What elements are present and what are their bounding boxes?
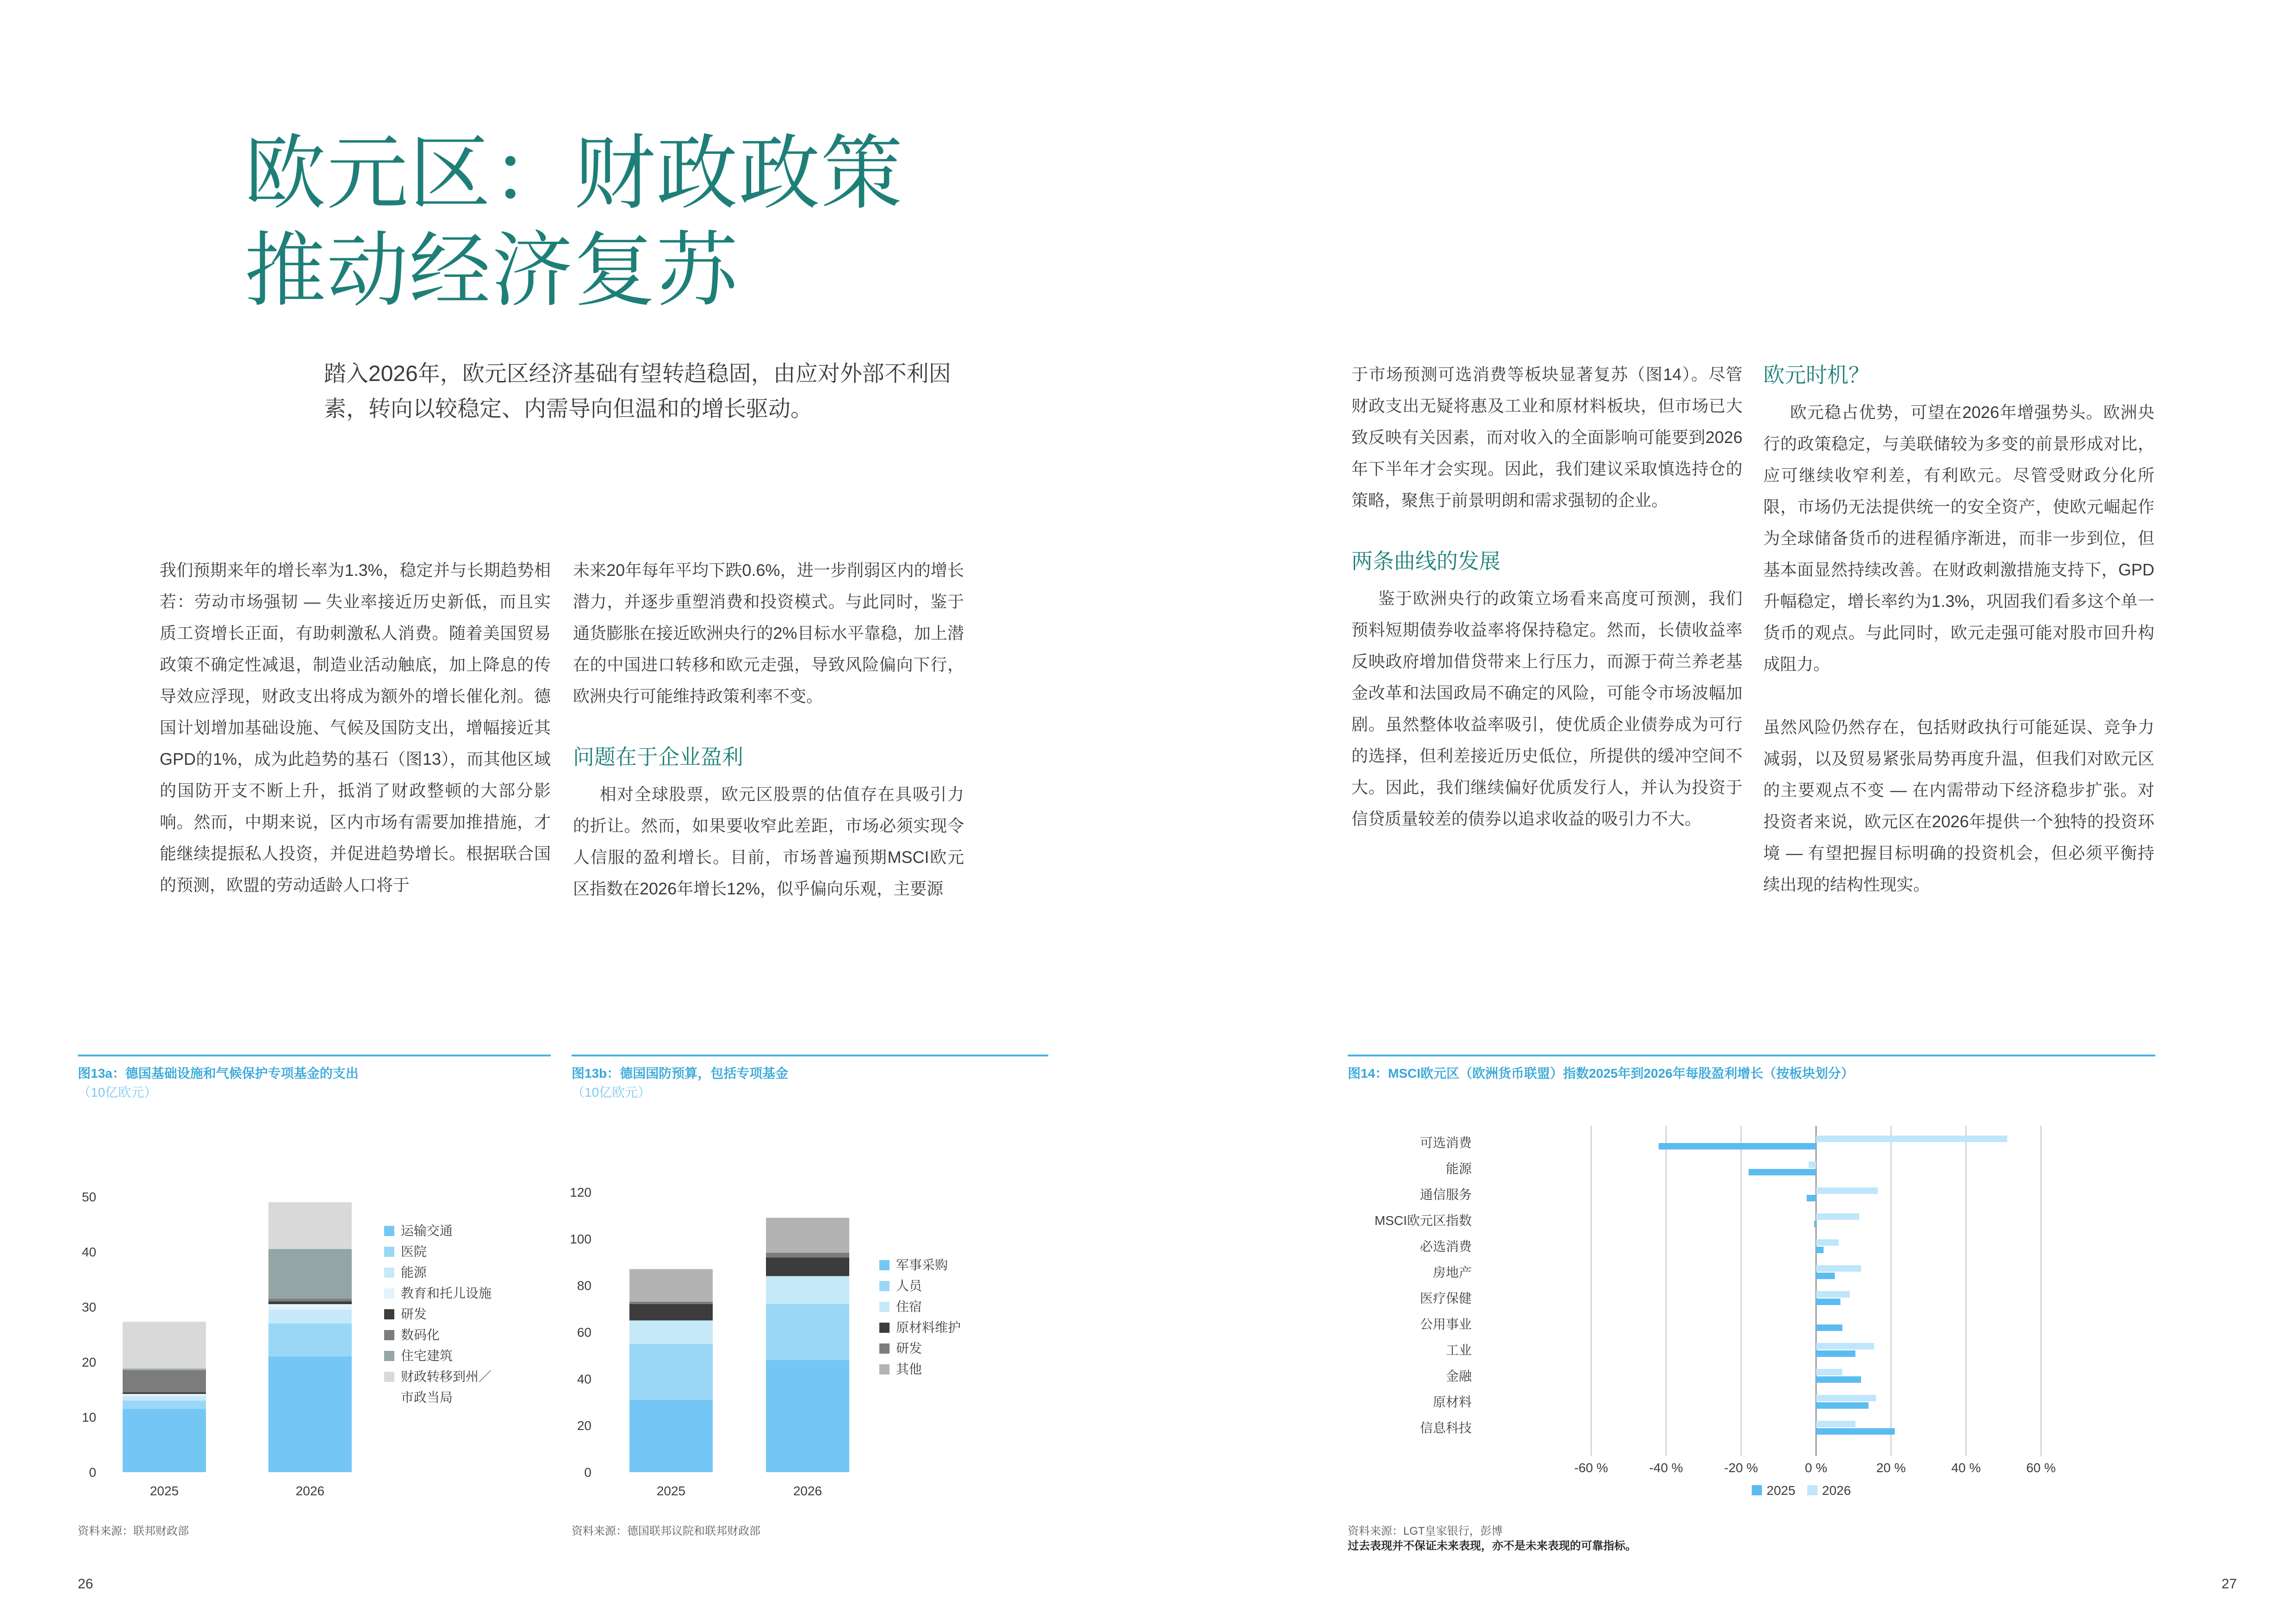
page-number-right: 27 xyxy=(2221,1576,2237,1592)
legend-swatch xyxy=(879,1323,890,1333)
category-label: 可选消费 xyxy=(1419,1136,1472,1150)
legend-label: 数码化 xyxy=(401,1328,440,1342)
legend-swatch xyxy=(879,1281,890,1291)
fig13a-chart xyxy=(60,1167,523,1518)
legend-label: 研发 xyxy=(401,1307,427,1321)
legend-swatch xyxy=(1807,1485,1817,1495)
fig14-title: 图14：MSCI欧元区（欧洲货币联盟）指数2025年到2026年每股盈利增长（按板块划分） xyxy=(1348,1066,1854,1081)
y-tick-label: 60 xyxy=(577,1325,591,1340)
col3-paragraph-2: 鉴于欧洲央行的政策立场看来高度可预测，我们预料短期债券收益率将保持稳定。然而，长债收益率反映政府增加借贷带来上行压力，而源于荷兰养老基金改革和法国政局不确定的风险，可能令市场波幅加剧。虽然整体收益率吸引，使优质企业债券成为可行的选择，但利差接近历史低位，所提供的缓冲空间不大。因此，我们继续偏好优质发行人，并认为投资于信贷质量较差的债券以追求收益的吸引力不大。 xyxy=(1351,589,1742,828)
legend-swatch xyxy=(384,1330,394,1340)
x-tick-label: 2026 xyxy=(295,1484,325,1498)
fig13b-source: 资料来源：德国联邦议院和联邦财政部 xyxy=(572,1525,760,1537)
bar-segment xyxy=(268,1301,352,1304)
bar-segment xyxy=(123,1368,206,1370)
legend-swatch xyxy=(384,1226,394,1236)
bar-segment xyxy=(766,1360,849,1472)
category-label: 必选消费 xyxy=(1419,1239,1472,1254)
fig14-source: 资料来源：LGT皇家银行，彭博 xyxy=(1348,1525,1503,1537)
col4-paragraph-1: 欧元稳占优势，可望在2026年增强势头。欧洲央行的政策稳定，与美联储较为多变的前景形成对比，应可继续收窄利差，有利欧元。尽管受财政分化所限，市场仍无法提供统一的安全资产，使欧元崛起作为全球储备货币的进程循序渐进，而非一步到位，但基本面显然持续改善。在财政刺激措施支持下，GPD升幅稳定，增长率约为1.3%，巩固我们看多这个单一货币的观点。与此同时，欧元走强可能对股市回升构成阻力。 xyxy=(1763,403,2154,674)
bar-segment xyxy=(766,1253,849,1257)
bar-segment xyxy=(268,1304,352,1310)
legend-swatch xyxy=(384,1268,394,1278)
bar-2026 xyxy=(1816,1239,1839,1246)
y-tick-label: 30 xyxy=(81,1300,96,1314)
x-tick-label: -60 % xyxy=(1574,1461,1608,1475)
bar-2026 xyxy=(1816,1213,1859,1220)
bar-2025 xyxy=(1816,1350,1855,1357)
x-tick-label: 2026 xyxy=(793,1484,822,1498)
x-tick-label: 2025 xyxy=(149,1484,179,1498)
bar-2026 xyxy=(1816,1291,1850,1298)
fig13b-rule xyxy=(572,1055,1048,1056)
y-tick-label: 40 xyxy=(577,1372,591,1387)
page-title xyxy=(244,125,903,319)
bar-segment xyxy=(268,1299,352,1301)
y-tick-label: 100 xyxy=(570,1231,591,1246)
legend-label: 运输交通 xyxy=(401,1224,453,1238)
col2-paragraph-2: 相对全球股票，欧元区股票的估值存在具吸引力的折让。然而，如果要收窄此差距，市场必须实现令人信服的盈利增长。目前，市场普遍预期MSCI欧元区指数在2026年增长12%，似乎偏向乐观，主要源 xyxy=(573,785,964,898)
bar-segment xyxy=(629,1320,713,1343)
bar-segment xyxy=(268,1324,352,1356)
legend-swatch xyxy=(384,1288,394,1299)
bar-segment xyxy=(766,1218,849,1253)
fig14-rule xyxy=(1348,1055,2155,1056)
fig14-header xyxy=(1348,1064,1854,1083)
bar-segment xyxy=(123,1400,206,1409)
bar-segment xyxy=(123,1396,206,1401)
fig13a-unit: （10亿欧元） xyxy=(78,1085,157,1099)
text-column-4 xyxy=(1763,359,2154,900)
category-label: MSCI欧元区指数 xyxy=(1374,1213,1472,1228)
fig13a-rule xyxy=(78,1055,551,1056)
x-tick-label: 2025 xyxy=(656,1484,686,1498)
col2-paragraph-1: 未来20年每年平均下跌0.6%，进一步削弱区内的增长潜力，并逐步重塑消费和投资模式。与此同时，鉴于通货膨胀在接近欧洲央行的2%目标水平靠稳，加上潜在的中国进口转移和欧元走强，导致风险偏向下行，欧洲央行可能维持政策利率不变。 xyxy=(573,561,964,706)
bar-2026 xyxy=(1816,1369,1842,1375)
legend-swatch xyxy=(1752,1485,1762,1495)
y-tick-label: 10 xyxy=(81,1410,96,1424)
bar-2025 xyxy=(1748,1169,1816,1175)
legend-label: 医院 xyxy=(401,1244,427,1259)
bar-2026 xyxy=(1816,1395,1876,1401)
legend-swatch xyxy=(384,1309,394,1319)
bar-segment xyxy=(268,1356,352,1472)
bar-2025 xyxy=(1816,1402,1868,1409)
bar-segment xyxy=(268,1310,352,1324)
bar-2025 xyxy=(1816,1299,1841,1305)
category-label: 医疗保健 xyxy=(1419,1291,1472,1305)
bar-2025 xyxy=(1816,1324,1842,1331)
category-label: 房地产 xyxy=(1432,1265,1472,1280)
page-number-left: 26 xyxy=(78,1576,93,1592)
category-label: 信息科技 xyxy=(1419,1421,1472,1435)
bar-segment xyxy=(629,1400,713,1472)
bar-2026 xyxy=(1809,1162,1816,1168)
category-label: 工业 xyxy=(1445,1343,1472,1357)
bar-2025 xyxy=(1816,1376,1861,1383)
bar-segment xyxy=(123,1394,206,1396)
bar-2025 xyxy=(1659,1143,1816,1149)
bar-2025 xyxy=(1816,1273,1835,1279)
fig13a-source: 资料来源：联邦财政部 xyxy=(78,1525,189,1537)
col4-paragraph-2: 虽然风险仍然存在，包括财政执行可能延误、竞争力减弱，以及贸易紧张局势再度升温，但我们对欧元区的主要观点不变 — 在内需带动下经济稳步扩张。对投资者来说，欧元区在2026年提供一个独特的投资环境 — 有望把握目标明确的投资机会，但必须平衡持续出现的结构性现实。 xyxy=(1763,718,2154,894)
bar-2025 xyxy=(1816,1247,1823,1253)
fig13b-unit: （10亿欧元） xyxy=(572,1085,651,1099)
bar-segment xyxy=(123,1409,206,1472)
category-label: 公用事业 xyxy=(1419,1317,1472,1331)
text-column-2 xyxy=(573,555,964,905)
bar-segment xyxy=(766,1276,849,1305)
y-tick-label: 50 xyxy=(81,1190,96,1204)
legend-label: 军事采购 xyxy=(896,1258,948,1272)
legend-swatch xyxy=(384,1351,394,1361)
legend-label: 能源 xyxy=(401,1265,427,1280)
x-tick-label: -20 % xyxy=(1724,1461,1758,1475)
fig13b-title: 图13b：德国国防预算，包括专项基金 xyxy=(572,1066,789,1081)
bar-2026 xyxy=(1816,1265,1861,1272)
legend-label: 2026 xyxy=(1822,1483,1851,1498)
fig14-disclaimer: 过去表现并不保证未来表现，亦不是未来表现的可靠指标。 xyxy=(1348,1540,1636,1552)
legend-swatch xyxy=(384,1247,394,1257)
bar-2026 xyxy=(1816,1421,1855,1427)
category-label: 能源 xyxy=(1445,1162,1472,1176)
lead-paragraph: 踏入2026年，欧元区经济基础有望转趋稳固，由应对外部不利因素，转向以较稳定、内需导向但温和的增长驱动。 xyxy=(324,362,951,421)
bar-2025 xyxy=(1816,1428,1895,1435)
legend-swatch xyxy=(879,1343,890,1354)
y-tick-label: 120 xyxy=(570,1185,591,1199)
col3-paragraph-1: 于市场预测可选消费等板块显著复苏（图14）。尽管财政支出无疑将惠及工业和原材料板块，但市场已大致反映有关因素，而对收入的全面影响可能要到2026年下半年才会实现。因此，我们建议采取慎选持仓的策略，聚焦于前景明朗和需求强韧的企业。 xyxy=(1351,365,1742,510)
bar-segment xyxy=(123,1392,206,1394)
legend-swatch xyxy=(384,1372,394,1382)
category-label: 金融 xyxy=(1445,1369,1472,1383)
y-tick-label: 20 xyxy=(577,1418,591,1433)
title-line-2: 推动经济复苏 xyxy=(244,223,739,318)
legend-swatch xyxy=(879,1364,890,1374)
y-tick-label: 0 xyxy=(89,1465,96,1480)
x-tick-label: -40 % xyxy=(1649,1461,1683,1475)
bar-segment xyxy=(268,1249,352,1299)
text-column-3 xyxy=(1351,359,1742,835)
legend-label-continued: 市政当局 xyxy=(401,1390,453,1405)
title-line-1: 欧元区：财政政策 xyxy=(244,126,904,221)
x-tick-label: 60 % xyxy=(2026,1461,2056,1475)
legend-label: 教育和托儿设施 xyxy=(401,1286,492,1300)
legend-label: 研发 xyxy=(896,1341,922,1355)
bar-segment xyxy=(123,1370,206,1393)
bar-2026 xyxy=(1816,1343,1874,1349)
bar-segment xyxy=(268,1202,352,1249)
col2-heading: 问题在于企业盈利 xyxy=(573,745,743,769)
legend-label: 住宅建筑 xyxy=(401,1349,453,1363)
legend-swatch xyxy=(879,1260,890,1270)
legend-label: 人员 xyxy=(896,1279,922,1293)
y-tick-label: 20 xyxy=(81,1355,96,1369)
bar-segment xyxy=(629,1344,713,1400)
y-tick-label: 80 xyxy=(577,1278,591,1293)
col1-paragraph: 我们预期来年的增长率为1.3%，稳定并与长期趋势相若：劳动市场强韧 — 失业率接近历史新低，而且实质工资增长正面，有助刺激私人消费。随着美国贸易政策不确定性减退，制造业活动触底，加上降息的传导效应浮现，财政支出将成为额外的增长催化剂。德国计划增加基础设施、气候及国防支出，增幅接近其GPD的1%，成为此趋势的基石（图13），而其他区域的国防开支不断上升，抵消了财政整顿的大部分影响。然而，中期来说，区内市场有需要加推措施，才能继续提振私人投资，并促进趋势增长。根据联合国的预测，欧盟的劳动适龄人口将于 xyxy=(160,561,551,894)
bar-segment xyxy=(629,1302,713,1304)
legend-label: 其他 xyxy=(896,1362,922,1376)
legend-swatch xyxy=(879,1302,890,1312)
bar-2026 xyxy=(1816,1136,2007,1142)
x-tick-label: 0 % xyxy=(1804,1461,1828,1475)
category-label: 原材料 xyxy=(1432,1395,1472,1409)
y-tick-label: 40 xyxy=(81,1245,96,1259)
legend-label: 财政转移到州／ xyxy=(401,1369,492,1384)
fig13b-header xyxy=(572,1064,788,1102)
y-tick-label: 0 xyxy=(584,1465,591,1480)
bar-segment xyxy=(766,1304,849,1360)
col4-heading: 欧元时机？ xyxy=(1763,363,1870,387)
category-label: 通信服务 xyxy=(1419,1187,1472,1202)
x-tick-label: 20 % xyxy=(1876,1461,1906,1475)
x-tick-label: 40 % xyxy=(1951,1461,1981,1475)
fig13b-chart xyxy=(555,1167,1018,1518)
fig13a-header xyxy=(78,1064,359,1102)
legend-label: 住宿 xyxy=(896,1299,922,1314)
bar-segment xyxy=(123,1322,206,1368)
bar-2025 xyxy=(1807,1195,1816,1201)
bar-2026 xyxy=(1816,1187,1878,1194)
fig13a-title: 图13a：德国基础设施和气候保护专项基金的支出 xyxy=(78,1066,359,1081)
bar-2025 xyxy=(1814,1221,1816,1227)
legend-label: 2025 xyxy=(1767,1483,1796,1498)
bar-segment xyxy=(766,1257,849,1276)
text-column-1 xyxy=(160,555,551,901)
fig14-chart xyxy=(1342,1111,2175,1505)
col3-heading: 两条曲线的发展 xyxy=(1351,549,1500,573)
bar-segment xyxy=(629,1269,713,1302)
legend-label: 原材料维护 xyxy=(896,1320,961,1335)
bar-segment xyxy=(629,1304,713,1320)
